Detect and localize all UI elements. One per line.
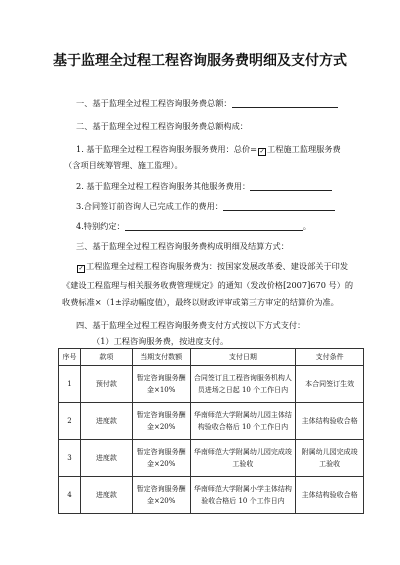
cell-date: 华南师范大学附属幼儿园主体结构验收合格后 10 个工作日内 (190, 403, 296, 440)
col-header-item: 款项 (80, 349, 132, 366)
item-3-line: 3.合同签订前咨询人已完成工作的费用： (0, 201, 400, 211)
table-row (59, 366, 364, 403)
item-1-line: 1. 基于监理全过程工程咨询服务服务费用：总价= ✓ 工程施工监理服务费 (76, 144, 341, 155)
cell-amount: 暂定咨询服务酬金×20% (132, 477, 190, 514)
section-four: 四、基于监理全过程工程咨询服务费支付方式按以下方式支付： (76, 320, 306, 330)
cell-condition: 主体结构验收合格 (296, 403, 364, 440)
cell-no: 3 (59, 440, 81, 477)
checkbox-icon[interactable]: ✓ (259, 148, 265, 155)
special-agreement-blank[interactable] (125, 221, 303, 231)
cell-date: 合同签订且工程咨询服务机构人员进场之日起 10 个工作日内 (190, 366, 296, 403)
other-fee-blank[interactable] (250, 181, 332, 191)
col-header-amount: 当期支付数额 (132, 349, 190, 366)
item-1-cont: （含项目统筹管理、施工监理）。 (64, 160, 183, 170)
cell-amount: 暂定咨询服务酬金×20% (132, 403, 190, 440)
cell-date: 华南师范大学附属小学主体结构验收合格后 10 个工作日内 (190, 477, 296, 514)
section-three-p1: ✓ 工程监理全过程工程咨询服务费为：按国家发展改革委、建设部关于印发 (78, 261, 349, 272)
col-header-date: 支付日期 (190, 349, 296, 366)
cell-item: 进度款 (80, 440, 132, 477)
section-one: 一、基于监理全过程工程咨询服务费总额： (0, 98, 400, 108)
cell-item: 进度款 (80, 477, 132, 514)
section-four-sub: （1）工程咨询服务费，按进度支付。 (92, 336, 229, 346)
section-three-p2: 《建设工程监理与相关服务收费管理规定》的通知（发改价格[2007]670 号）的 (62, 280, 354, 290)
cell-condition: 附属幼儿园完成竣工验收 (296, 440, 364, 477)
table-row (59, 403, 364, 440)
col-header-no: 序号 (59, 349, 81, 366)
cell-condition: 主体结构验收合格 (296, 477, 364, 514)
cell-no: 4 (59, 477, 81, 514)
cell-condition: 本合同签订生效 (296, 366, 364, 403)
page-title: 基于监理全过程工程咨询服务费明细及支付方式 (53, 53, 347, 69)
cell-no: 2 (59, 403, 81, 440)
col-header-condition: 支付条件 (296, 349, 364, 366)
prior-work-fee-blank[interactable] (223, 201, 335, 211)
cell-no: 1 (59, 366, 81, 403)
checkbox-icon[interactable]: ✓ (78, 265, 84, 272)
section-three-p3: 收费标准×（1±浮动幅度值），最终以财政评审或第三方审定的结算价为准。 (62, 297, 339, 307)
cell-amount: 暂定咨询服务酬金×20% (132, 440, 190, 477)
item-4-line: 4.特别约定： 。 (76, 221, 311, 231)
payment-table (58, 348, 364, 514)
table-header-row (59, 349, 364, 366)
section-three: 三、基于监理全过程工程咨询服务费构成明细及结算方式： (76, 241, 289, 251)
table-row (59, 477, 364, 514)
cell-amount: 暂定咨询服务酬金×10% (132, 366, 190, 403)
cell-item: 预付款 (80, 366, 132, 403)
section-two: 二、基于监理全过程工程咨询服务费总额构成： (76, 121, 248, 131)
total-fee-blank[interactable] (232, 98, 338, 108)
cell-date: 华南师范大学附属幼儿园完成竣工验收 (190, 440, 296, 477)
table-row (59, 440, 364, 477)
item-2-line: 2. 基于监理全过程工程咨询服务其他服务费用： (0, 181, 400, 191)
cell-item: 进度款 (80, 403, 132, 440)
